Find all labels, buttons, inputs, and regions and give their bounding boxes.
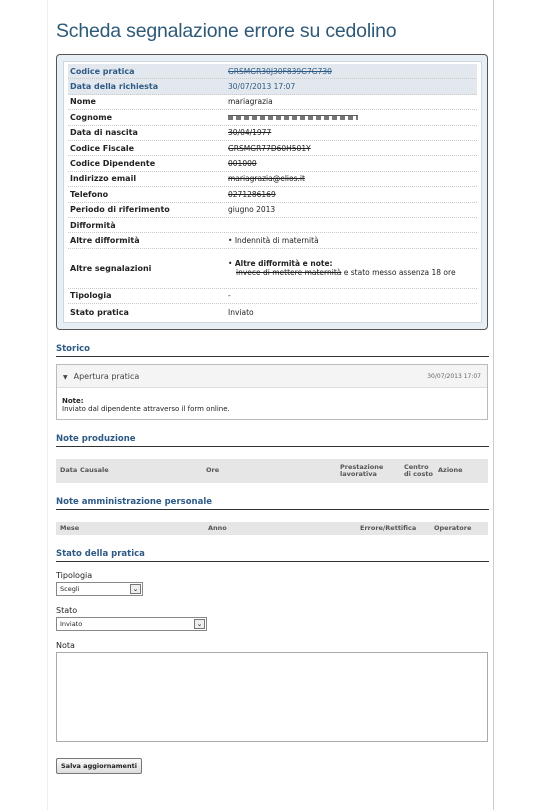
page-content [56,0,489,774]
redaction-bar [228,115,358,120]
struck-text: invece di mettere maternità [236,268,342,278]
label-altre-segnalazioni: Altre segnalazioni [70,263,152,273]
label-codice-pratica: Codice pratica [70,66,135,76]
value-periodo: giugno 2013 [228,205,276,215]
page-frame [47,0,494,810]
column-header: Operatore [434,523,472,532]
row-telefono [68,187,477,202]
label-periodo: Periodo di riferimento [70,205,170,215]
column-header: Prestazione lavorativa [340,462,384,479]
details-table [63,61,482,323]
row-data-nascita [68,126,477,141]
row-email [68,172,477,187]
column-header: Azione [438,466,463,475]
value-codice-dipendente [228,159,477,168]
row-nome [68,95,477,110]
redacted-text: 30/04/1977 [228,128,272,138]
label-data-nascita: Data di nascita [70,128,138,138]
label-altre-difformita: Altre difformità [70,235,140,245]
row-tipologia [68,289,477,304]
column-header: Centro di costo [404,462,433,479]
row-altre-segnalazioni [68,249,477,289]
column-header: Mese [60,523,80,532]
note-produzione-header [56,459,488,483]
stato-selected-value: Inviato [60,620,83,629]
value-email [228,174,477,183]
row-codice-dipendente [68,156,477,171]
row-cognome [68,110,477,125]
stato-label: Stato [56,606,78,616]
storico-note-label: Note: [62,397,84,406]
row-codice-fiscale [68,141,477,156]
value-data-nascita [228,128,477,137]
section-title-note-amministrazione: Note amministrazione personale [56,497,489,510]
label-nome: Nome [70,97,96,107]
redacted-text: 0271286169 [228,189,276,199]
value-codice-fiscale [228,144,477,153]
value-nome: mariagrazia [228,97,273,107]
chevron-down-icon[interactable]: ⌄ [130,584,141,594]
nota-label: Nota [56,641,75,651]
details-card [56,54,488,330]
value-codice-pratica [228,67,477,76]
value-stato-pratica: Inviato [228,307,254,317]
value-altre-segnalazioni [228,259,477,277]
row-periodo [68,203,477,218]
chevron-down-icon[interactable]: ⌄ [194,619,205,629]
redacted-text: GRSMGR77D60H501Y [228,143,311,153]
section-title-note-produzione: Note produzione [56,434,489,447]
note-amministrazione-header [56,522,488,535]
storico-entry-body [57,388,487,419]
label-codice-dipendente: Codice Dipendente [70,159,156,169]
label-telefono: Telefono [70,189,109,199]
tipologia-select[interactable] [56,582,143,596]
column-header: Errore/Rettifica [360,523,417,532]
column-header: Anno [208,523,227,532]
label-stato-pratica: Stato pratica [70,307,129,317]
label-difformita: Difformità [70,220,116,230]
storico-note-text: Inviato dal dipendente attraverso il form online. [62,405,230,414]
tipologia-selected-value: Scegli [60,585,80,594]
label-tipologia: Tipologia [70,291,112,301]
stato-select[interactable] [56,617,207,631]
value-data-richiesta: 30/07/2013 17:07 [228,82,296,92]
column-header: Data [60,466,78,475]
nota-textarea[interactable] [56,652,488,742]
page-title: Scheda segnalazione errore su cedolino [56,20,397,42]
section-title-stato: Stato della pratica [56,549,489,562]
section-title-storico: Storico [56,344,489,357]
row-stato-pratica [68,304,477,320]
label-cognome: Cognome [70,112,113,122]
redacted-text: mariagrazia@elios.it [228,174,305,184]
tipologia-label: Tipologia [56,571,93,581]
save-button[interactable]: Salva aggiornamenti [56,758,142,774]
value-cognome [228,113,477,122]
row-altre-difformita [68,233,477,248]
column-header: Causale [80,466,109,475]
list-item: • Indennità di maternità [228,236,477,245]
label-data-richiesta: Data della richiesta [70,82,159,92]
value-telefono [228,190,477,199]
redacted-text: GRSMGR30J30F839G7G730 [228,66,332,76]
row-data-richiesta [68,79,477,94]
value-tipologia: - [228,291,231,301]
label-email: Indirizzo email [70,174,137,184]
note-text: e stato messo assenza 18 ore [343,268,456,278]
storico-entry-date: 30/07/2013 17:07 [427,372,481,380]
collapse-arrow-icon[interactable]: ▼ [63,373,68,381]
storico-entry-title: Apertura pratica [73,371,140,381]
list-item-title: Altre difformità e note: [234,259,333,269]
label-codice-fiscale: Codice Fiscale [70,143,135,153]
storico-entry-header[interactable] [57,365,487,388]
row-difformita [68,218,477,233]
storico-entry [56,364,488,420]
column-header: Ore [206,466,220,475]
row-codice-pratica [68,64,477,79]
redacted-text: 001000 [228,159,257,169]
value-altre-difformita [228,236,477,245]
